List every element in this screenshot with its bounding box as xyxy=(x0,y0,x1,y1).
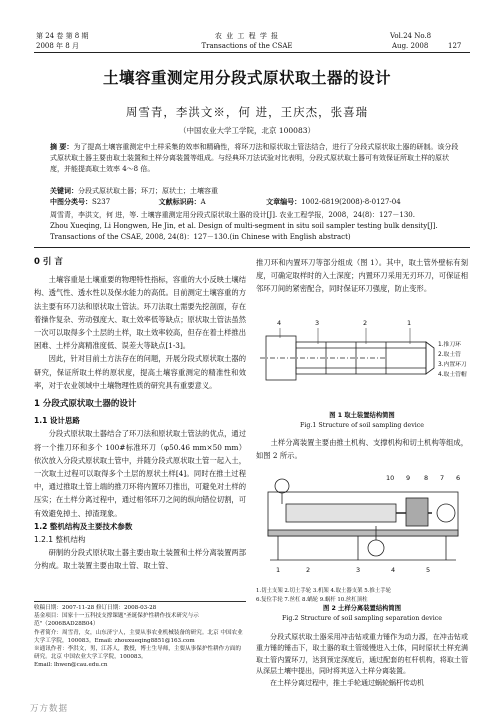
figure-1-drawing xyxy=(256,310,468,390)
left-column xyxy=(34,256,246,573)
clc-label: 中图分类号： xyxy=(50,198,92,206)
figure-2-caption xyxy=(256,604,468,624)
header-date-en: Aug. 2008 xyxy=(392,42,429,50)
fig2-number: 3 xyxy=(356,566,361,574)
fig2-push-handwheel xyxy=(368,540,384,556)
header-volume-cn: 第 24 卷 第 8 期 xyxy=(36,32,89,40)
fig2-number: 5 xyxy=(426,566,431,574)
fig1-legend-item: 4.取土管帽 xyxy=(438,372,467,378)
section-heading-1-1: 1.1 设计思路 xyxy=(34,416,80,426)
header-journal-en: Transactions of the CSAE xyxy=(201,42,293,50)
footnote-rule xyxy=(34,601,246,602)
paper-title: 土壤容重测定用分段式原状取土器的设计 xyxy=(102,69,391,87)
article-id-value: 1002-6819(2008)-8-0127-04 xyxy=(301,198,401,206)
fig2-caption-cn: 图 2 土样分离装置结构简图 xyxy=(322,605,402,612)
fig1-number: 2 xyxy=(363,319,368,327)
article-id-label: 文章编号： xyxy=(266,198,302,206)
fig1-push-ring xyxy=(426,342,434,374)
section-heading-1-2: 1.2 整机结构及主要技术参数 xyxy=(34,521,133,531)
fig1-legend-item: 3.内置环刀 xyxy=(438,362,467,368)
keywords-label: 关键词： xyxy=(50,187,78,195)
fig1-legend-item: 1.推刀环 xyxy=(438,342,461,348)
fig1-number: 4 xyxy=(277,319,282,327)
fig2-legend-line: 6.复位手轮 7.丝杠 8.蜗轮 9.蜗杆 10.丝杠顶柱 xyxy=(256,597,368,603)
figure-2-drawing xyxy=(256,468,468,586)
watermark: 万方数据 xyxy=(30,704,69,714)
paragraph: 土壤容重是土壤重要的物理特性指标，容重的大小反映土壤结构、透气性、透水性以及保水能力的高低。目前测定土壤容重的方法主要有环刀法和原状取土管法。环刀法取土需要先挖剖面，存在着操作复杂、劳动强度大、取土效率低等缺点；原状取土管法虽然一次可以取得多个土层的土样，取土效率较高，但存在着土样推出困难、土样分离精准度低、误差大等缺点[1-3]。 xyxy=(34,275,246,351)
fig2-cutting-handwheel xyxy=(275,479,289,493)
section-heading-1: 1 分段式原状取土器的设计 xyxy=(34,399,137,410)
fig2-caption-en: Fig.2 Structure of soil sampling separation device xyxy=(282,615,442,622)
fig2-number: 6 xyxy=(456,474,461,482)
right-column-top xyxy=(256,256,468,296)
fig1-number: 1 xyxy=(407,319,412,327)
fig1-number: 3 xyxy=(315,319,320,327)
footnote-corresponding: ※通讯作者：李洪文，男，江苏人，教授，博士生导师，主要从事保护性耕作方面的研究。北京 中国农业大学工学院，100083。 xyxy=(34,646,241,661)
paragraph: 因此，针对目前土方法存在的问题，开展分段式原状取土器的研究，保证所取土样的原状度，提高土壤容重测定的精准性和效率，对于农业领域中土壤物理性质的研究具有重要意义。 xyxy=(34,354,246,390)
header-date-cn: 2008 年 8 月 xyxy=(36,42,79,50)
keywords-text: 分段式原状取土器；环刀；原状土；土壤容重 xyxy=(78,187,218,195)
figure-2-legend xyxy=(256,587,468,605)
paragraph: 推刀环和内置环刀等部分组成（图 1）。其中，取土管外壁标有刻度，可确定取样时的入土深度；内置环刀采用无刃环刀，可保证相邻环刀间的紧密配合，同时保证环刀强度，防止变形。 xyxy=(256,258,468,294)
fig2-legend-line: 1.切土支架 2.切土手轮 3.机架 4.取土器支架 5.推土手轮 xyxy=(256,588,391,594)
fig2-reset-handwheel xyxy=(437,504,455,522)
abstract xyxy=(50,142,462,175)
doc-code-label: 文献标识码： xyxy=(158,198,201,206)
abstract-label: 摘 要： xyxy=(50,143,74,151)
fig2-number: 7 xyxy=(440,474,445,482)
paragraph: 分段式原状取土器结合了环刀法和原状取土管法的优点，通过将一个推刀环和多个 100#标准环刀（φ50.46 mm×50 mm）依次放入分段式原状取土管中，并随分段式原状取土管一起入土，一次取土过程可以取得多个土层的原状土样[4]。同时在推土过程中，通过推取土管上端的推刀环将内置环刀推出，可避免对土样的压实；在土样分离过程中，通过相邻环刀之间的纵向错位切割，可有效避免掉土、掉渣现象。 xyxy=(34,429,246,518)
fig2-number: 4 xyxy=(391,566,396,574)
header-rule xyxy=(34,52,470,53)
section-heading-1-2-1: 1.2.1 整机结构 xyxy=(34,535,86,545)
header-volume-en: Vol.24 No.8 xyxy=(390,32,432,40)
fig1-caption-cn: 图 1 取土装置结构简图 xyxy=(329,412,395,419)
footnote-fund: 基金项目：国家十一五科技支撑课题"圣诞保护性耕作技术研究与示范"（2006BAD28B04） xyxy=(34,613,199,628)
fig2-number: 2 xyxy=(306,566,311,574)
fig1-legend-item: 2.取土管 xyxy=(438,352,461,358)
paper-affiliation: （中国农业大学工学院，北京 100083） xyxy=(178,126,315,135)
classification-row xyxy=(50,197,462,208)
header-journal-cn: 农 业 工 程 学 报 xyxy=(214,32,280,40)
title-block-rule xyxy=(34,247,470,248)
fig1-caption-en: Fig.1 Structure of soil sampling device xyxy=(299,422,425,429)
fig2-number: 9 xyxy=(406,474,411,482)
paper-authors: 周雪青，李洪文※，何 进，王庆杰，张喜瑞 xyxy=(125,105,369,119)
fig2-base-plate xyxy=(268,530,458,536)
fig2-worm-gear-box xyxy=(406,498,428,526)
header-page-number: 127 xyxy=(448,42,462,50)
footnote-author: 作者简介：周雪青，女，山东济宁人，主要从事农业机械装备的研究。北京 中国农业大学工学院，100083。Email: zhouxueqing8851@163.com xyxy=(34,629,243,644)
fig2-number: 1 xyxy=(276,566,281,574)
keywords xyxy=(50,186,462,197)
citation-en: Zhou Xueqing, Li Hongwen, He Jin, et al. Design of multi-segment in situ soil sampler testing bulk density[J]. Transactions of the CSAE, 2008, 24(8)：127－130.(in Chinese with English abstract) xyxy=(50,222,438,241)
right-column-bottom xyxy=(256,632,468,689)
doc-code-value: A xyxy=(200,198,206,206)
paragraph: 土样分离装置主要由推土机构、支撑机构和切土机构等组成，如图 2 所示。 xyxy=(256,438,468,461)
citation-cn: 周雪青，李洪文，何 进，等. 土壤容重测定用分段式原状取土器的设计[J]. 农业工程学报，2008，24(8)：127－130. xyxy=(50,211,415,219)
paragraph: 研制的分段式原状取土器主要由取土装置和土样分离装置两部分构成。取土装置主要由取土管、取土管、 xyxy=(34,548,246,571)
footnote-received: 收稿日期：2007-11-28 修订日期：2008-03-28 xyxy=(34,605,157,611)
footnote-email: Email: lhwen@cau.edu.cn xyxy=(34,662,108,669)
paragraph: 分段式原状取土器采用冲击钻或重力锤作为动力源，在冲击钻或重力锤的锤击下，取土器的取土管缓慢进入土体，同时原状土样充满取土管内置环刀，达到预定深度后，通过配套的杠杆机构，将取土管从深层土壤中提出，同时将其送入土样分离装置。 xyxy=(256,633,468,676)
figure-1-caption xyxy=(256,411,468,431)
section-heading-0: 0 引 言 xyxy=(34,257,63,267)
footnote xyxy=(34,604,246,670)
fig2-sampler-tube xyxy=(286,504,396,522)
fig2-number: 8 xyxy=(424,474,429,482)
clc-value: S237 xyxy=(92,198,111,206)
abstract-text: 为了提高土壤容重测定中土样采集的效率和精确性，将环刀法和原状取土管法结合，进行了分段式原状取土器的研制。该分段式原状取土器主要由取土装置和土样分离装置等组成。与经典环刀法试验对比表明，分段式原状取土器可有效保证所取土样的原状度，并能提高取土效率 4～8 倍。 xyxy=(50,143,459,173)
right-column-mid xyxy=(256,436,468,462)
fig2-number: 10 xyxy=(386,474,395,482)
paragraph: 在土样分离过程中，推土手轮通过蜗轮蜗杆传动机 xyxy=(270,678,424,687)
